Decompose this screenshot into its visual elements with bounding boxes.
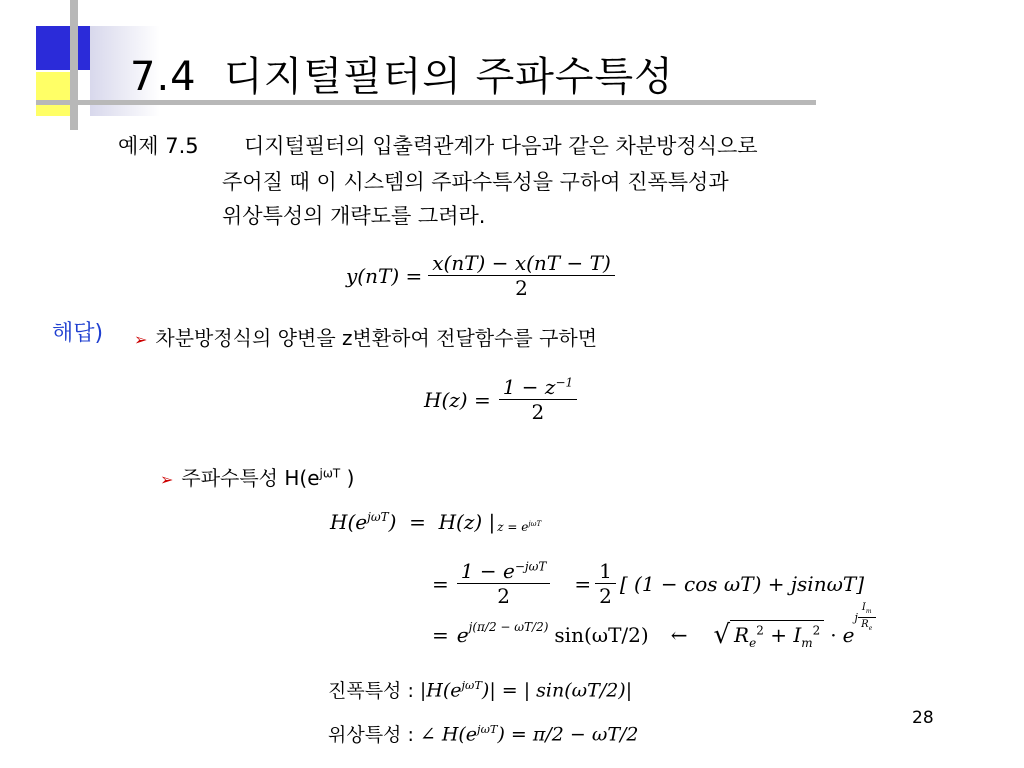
example-line-3: 위상특성의 개략도를 그려라. <box>222 204 486 228</box>
freq-l2-denominator: 2 <box>497 584 510 608</box>
freq-l2-bracket: [ (1 − cos ωT) + jsinωT] <box>619 571 865 596</box>
deco-vertical-bar <box>70 0 78 130</box>
transfer-eq-fraction <box>499 376 577 423</box>
page-number: 28 <box>912 708 934 728</box>
transfer-num-exponent: −1 <box>555 375 574 390</box>
example-label: 예제 7.5 <box>118 134 199 158</box>
bullet-2-close: ) <box>340 466 355 490</box>
phase-expr-rest: ) = π/2 − ωT/2 <box>497 723 639 746</box>
deco-yellow-square <box>36 72 70 116</box>
amplitude-label: 진폭특성 : <box>328 680 414 702</box>
polar-exponent: j $\frac{I_m}{R_e}$ <box>854 602 875 632</box>
freq-l2-half <box>595 560 616 607</box>
transfer-function <box>424 376 577 423</box>
freq-l1-mid: ) = H(z) | <box>388 510 496 534</box>
freq-l2-num-text: 1 − e <box>460 559 515 583</box>
slide-title: 7.4 디지털필터의 주파수특성 <box>130 54 674 100</box>
difference-eq-fraction <box>428 252 615 299</box>
freq-l2-fraction <box>457 560 551 607</box>
amplitude-expr-exponent: jωT <box>461 677 482 692</box>
example-line-1: 디지털필터의 입출력관계가 다음과 같은 차분방정식으로 <box>244 134 758 158</box>
transfer-eq-denominator: 2 <box>531 400 545 424</box>
bullet-arrow-icon: ➢ <box>160 470 174 489</box>
polar-i-square: 2 <box>812 623 821 638</box>
sqrt-icon: √ <box>713 620 731 650</box>
phase-expr-text: ∠ H(e <box>419 723 478 746</box>
polar-exp-base: e <box>842 623 855 647</box>
freq-l2-num-exponent: −jωT <box>514 559 547 574</box>
phase-expr-exponent: jωT <box>477 721 498 736</box>
polar-i: I <box>793 623 802 647</box>
freq-l1-sub-exponent: jωT <box>528 519 542 528</box>
freq-l1-lhs: H(e <box>330 510 368 534</box>
freq-l2-half-num: 1 <box>595 560 616 584</box>
polar-r-square: 2 <box>756 623 764 638</box>
difference-eq-lhs: y(nT) = <box>346 263 423 288</box>
left-arrow-icon: ← <box>670 623 688 647</box>
phase-expr <box>420 722 639 745</box>
freq-l3-e: e <box>456 623 469 647</box>
deco-blue-square <box>36 26 90 70</box>
difference-equation <box>346 252 615 299</box>
transfer-num-text: 1 − z <box>502 375 556 399</box>
freq-l1-exponent: jωT <box>367 510 389 524</box>
polar-plus: + <box>770 623 787 647</box>
freq-l3-equals: = <box>432 623 449 647</box>
bullet-2-text: 주파수특성 H(e <box>181 466 320 490</box>
amplitude-expr-rest: )| = | sin(ωT/2)| <box>481 679 633 702</box>
polar-magnitude <box>730 620 824 650</box>
freq-l3-sin: sin(ωT/2) <box>554 623 649 647</box>
solution-label: 해답) <box>52 321 104 346</box>
bullet-2-exponent: jωT <box>319 466 341 481</box>
freq-l2-half-den: 2 <box>599 584 612 608</box>
freq-eq-line-3 <box>432 602 876 650</box>
bullet-1 <box>134 322 597 351</box>
polar-i-sub: m <box>801 636 813 650</box>
freq-l1-sub-text: z = e <box>497 520 529 534</box>
amplitude-characteristic <box>328 676 632 703</box>
freq-l2-equals: = <box>432 571 449 596</box>
transfer-eq-numerator <box>499 376 577 400</box>
polar-r: R <box>734 623 750 647</box>
freq-l2-equals-2: = <box>574 571 592 596</box>
freq-eq-line-1 <box>330 510 541 534</box>
freq-l2-numerator <box>457 560 551 584</box>
example-line-2: 주어질 때 이 시스템의 주파수특성을 구하여 진폭특성과 <box>222 170 729 194</box>
bullet-2 <box>160 462 354 491</box>
amplitude-expr <box>420 678 632 701</box>
bullet-1-text: 차분방정식의 양변을 z변환하여 전달함수를 구하면 <box>155 326 598 350</box>
polar-r-sub: e <box>749 636 757 650</box>
difference-eq-denominator: 2 <box>515 276 528 300</box>
phase-label: 위상특성 : <box>328 724 414 746</box>
freq-l1-subscript <box>497 519 541 534</box>
difference-eq-numerator: x(nT) − x(nT − T) <box>428 252 615 276</box>
transfer-eq-lhs: H(z) = <box>424 387 491 412</box>
bullet-arrow-icon: ➢ <box>134 330 148 349</box>
freq-eq-line-2 <box>432 560 864 607</box>
phase-characteristic <box>328 720 639 747</box>
polar-dot: · <box>830 623 837 647</box>
freq-l3-exponent: j(π/2 − ωT/2) <box>468 620 549 634</box>
amplitude-expr-text: |H(e <box>419 679 462 702</box>
